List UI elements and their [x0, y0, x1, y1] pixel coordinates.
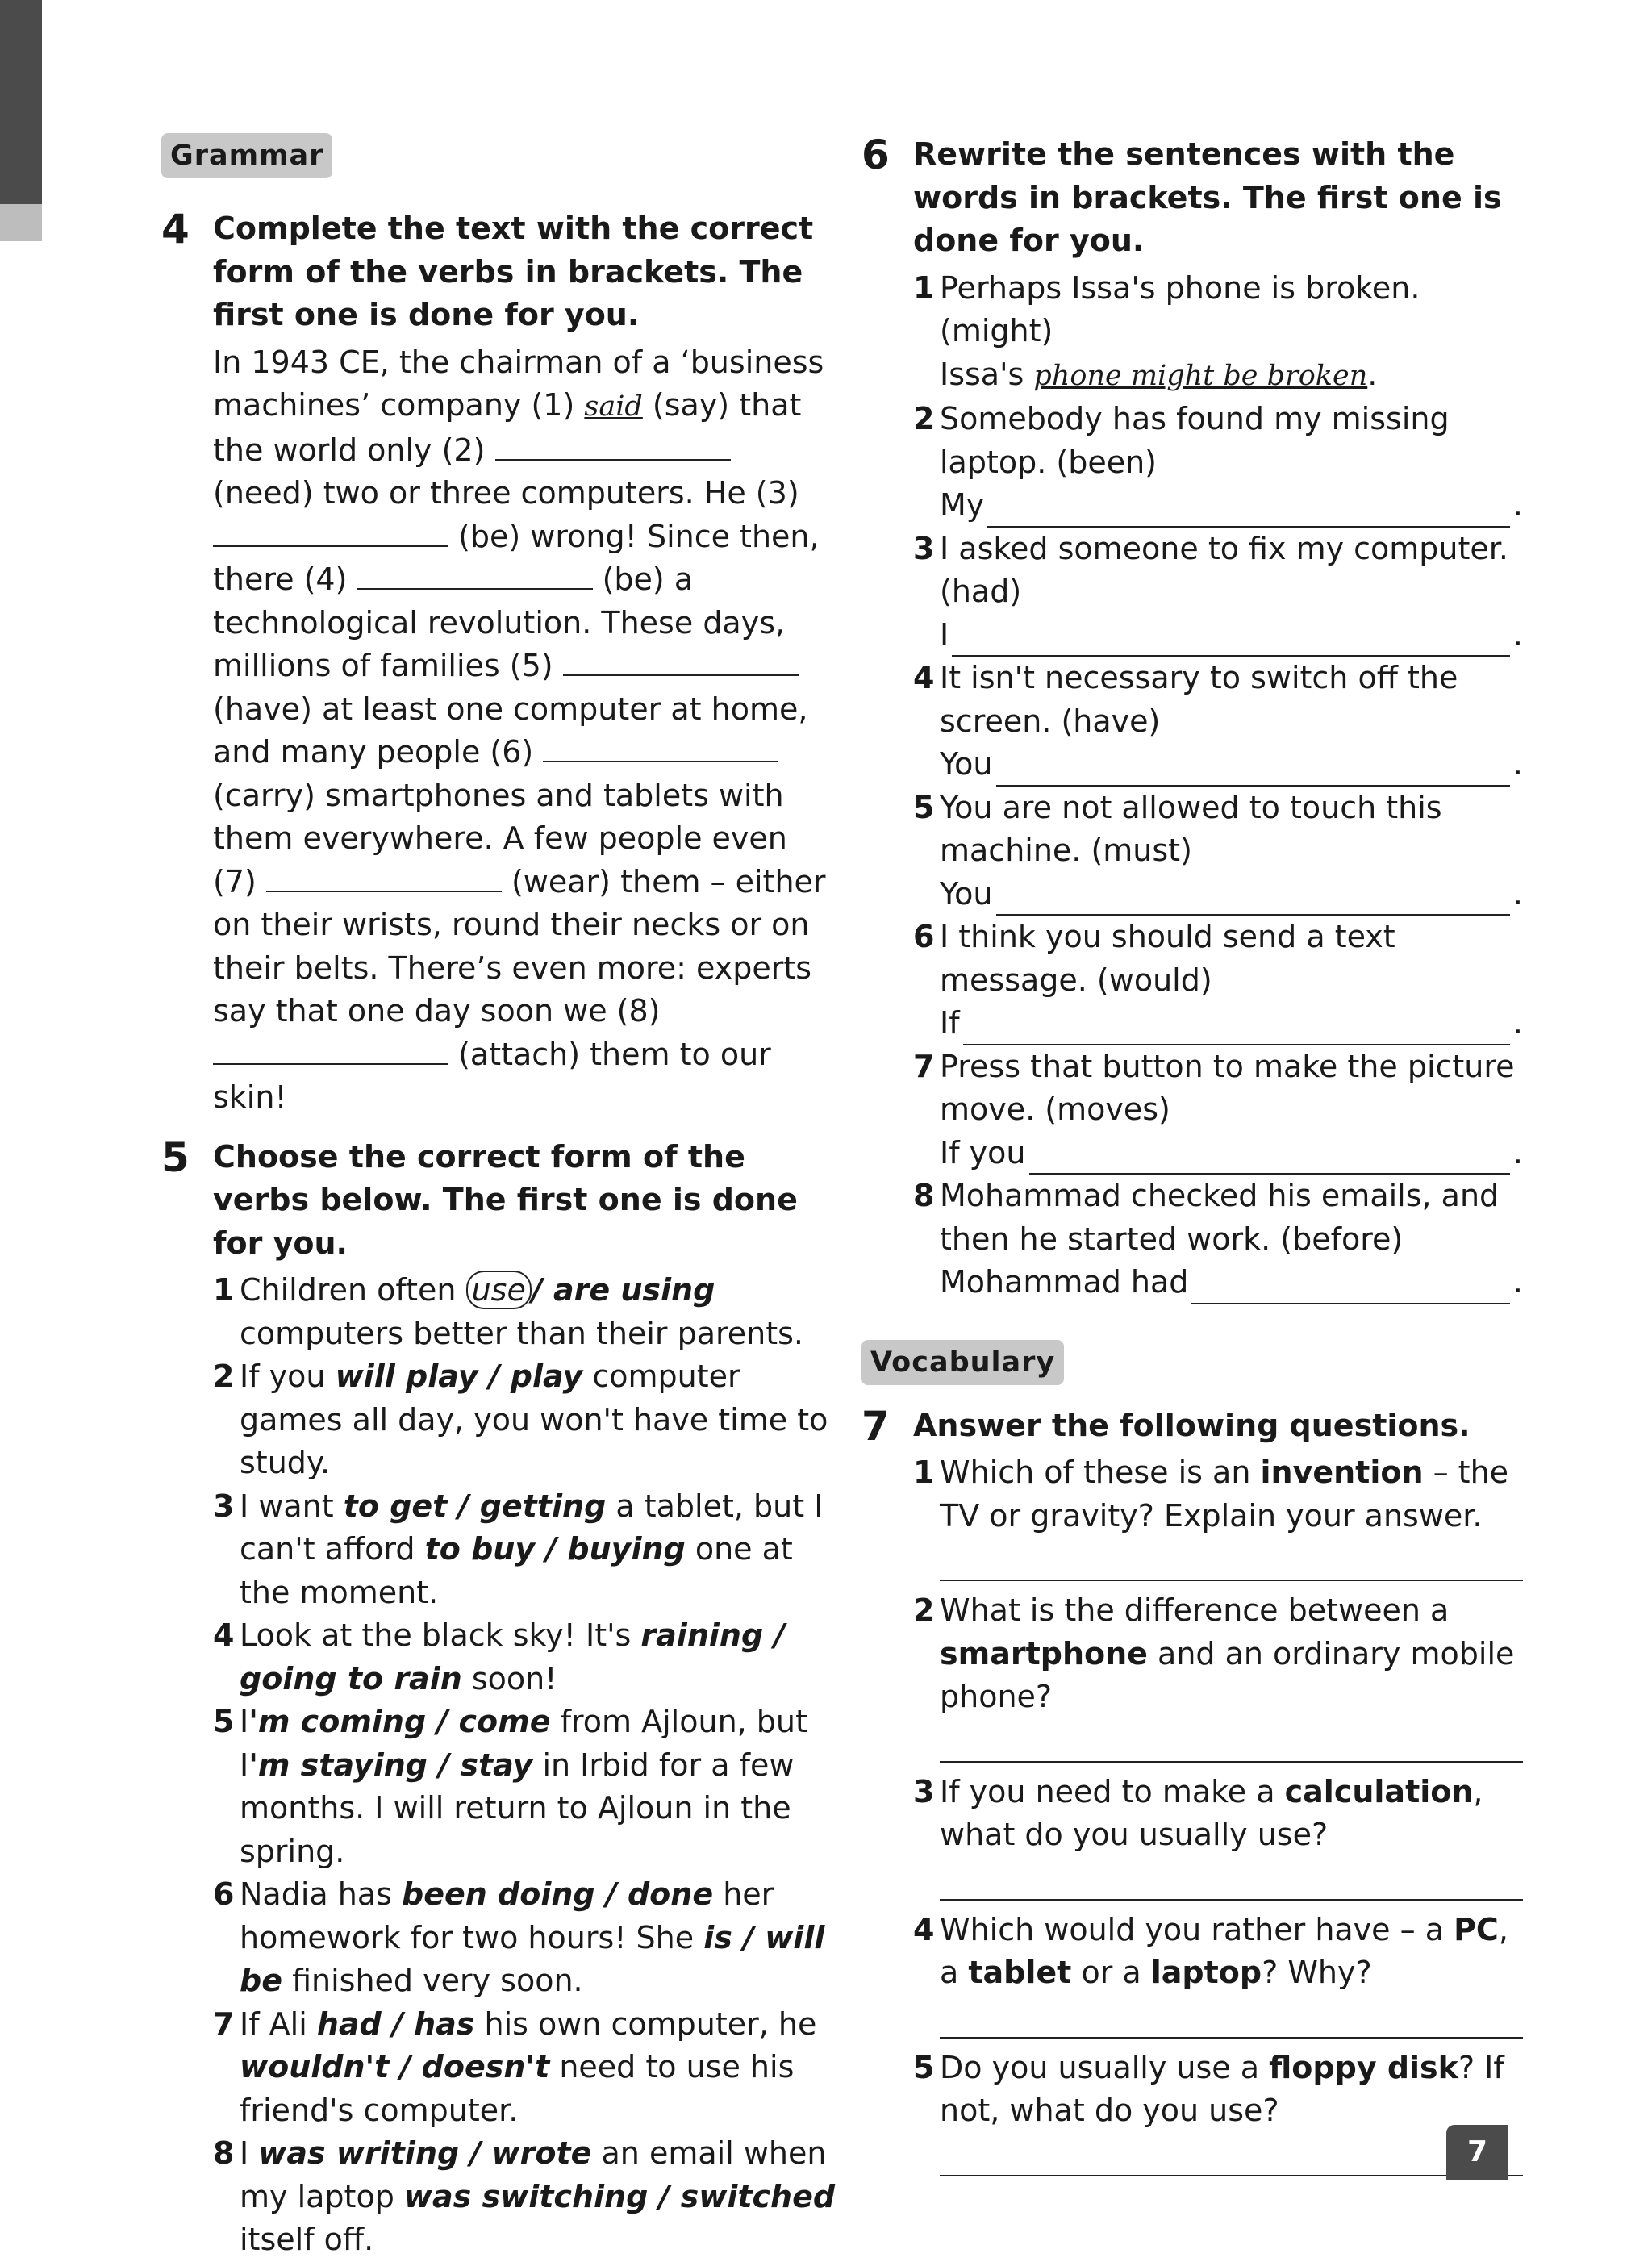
- answer-line[interactable]: [940, 1538, 1523, 1581]
- question-item: 4 Which would you rather have – a PC, a tablet or a laptop? Why?: [913, 1909, 1523, 2039]
- list-item: 5 I'm coming / come from Ajloun, but I'm staying / stay in Irbid for a few months. I will return to Ajloun in the spring.: [213, 1704, 807, 1869]
- blank-6[interactable]: [543, 737, 778, 762]
- list-item: 4 Look at the black sky! It's raining / going to rain soon!: [213, 1617, 786, 1696]
- exercise-number: 6: [861, 131, 890, 178]
- page-edge-tab-dark: [0, 0, 42, 204]
- answer-line[interactable]: [952, 626, 1510, 657]
- question-item: 1 Which of these is an invention – the TV or gravity? Explain your answer.: [913, 1451, 1523, 1581]
- exercise-instruction: Complete the text with the correct form of the verbs in brackets. The first one is done for you.: [213, 211, 814, 332]
- blank-2[interactable]: [495, 435, 731, 461]
- list-item: 1 Children often use / are using computers better than their parents.: [213, 1272, 804, 1351]
- answer-line[interactable]: [963, 1015, 1510, 1045]
- list-item: 2 Somebody has found my missing laptop. (been) My .: [913, 398, 1523, 528]
- answer-line[interactable]: [940, 2133, 1523, 2176]
- answer-line[interactable]: [940, 1719, 1523, 1763]
- question-item: 2 What is the difference between a smartphone and an ordinary mobile phone?: [913, 1589, 1523, 1763]
- list-item: 8 I was writing / wrote an email when my laptop was switching / switched itself off.: [213, 2135, 836, 2257]
- blank-7[interactable]: [266, 866, 502, 892]
- answer-said: said: [584, 390, 643, 423]
- exercise-6: [861, 133, 1523, 1304]
- answer-line[interactable]: [940, 1995, 1523, 2039]
- exercise-number: 7: [861, 1402, 890, 1450]
- example-answer: phone might be broken: [1033, 359, 1368, 392]
- exercise-4-text: In 1943 CE, the chairman of a ‘business machines’ company (1) said (say) that the world only (2) (need) two or three computers. He (3) (be) wrong! Since then, there (4) (be) a technological revolution. These days, millions of families (5) (have) at least one computer at home, and many people (6) (carry) smartphones and tablets with them everywhere. A few people even (7) (wear) them – either on their wrists, round their necks or on their belts. There’s even more: experts say that one day soon we (8) (attach) them to our skin!: [213, 344, 826, 1115]
- answer-line[interactable]: [987, 497, 1510, 528]
- answer-line[interactable]: [1191, 1274, 1509, 1304]
- blank-3[interactable]: [213, 521, 448, 547]
- exercise-5: [161, 1133, 839, 2262]
- list-item: 2 If you will play / play computer games all day, you won't have time to study.: [213, 1358, 828, 1480]
- answer-line[interactable]: [1029, 1144, 1510, 1175]
- blank-8[interactable]: [213, 1039, 448, 1065]
- exercise-instruction: Choose the correct form of the verbs below. The first one is done for you.: [213, 1138, 798, 1261]
- answer-line[interactable]: [996, 885, 1510, 916]
- exercise-number: 5: [161, 1133, 190, 1181]
- left-column: [161, 133, 839, 2262]
- list-item: 7 If Ali had / has his own computer, he wouldn't / doesn't need to use his friend's computer.: [213, 2005, 817, 2128]
- list-item: 3 I want to get / getting a tablet, but I can't afford to buy / buying one at the moment.: [213, 1488, 824, 1610]
- vocabulary-label: Vocabulary: [861, 1340, 1064, 1385]
- exercise-number: 4: [161, 206, 190, 252]
- exercise-7: [861, 1404, 1523, 2176]
- list-item: 8 Mohammad checked his emails, and then he started work. (before) Mohammad had .: [913, 1175, 1523, 1304]
- exercise-4: [161, 207, 839, 1120]
- question-item: 3 If you need to make a calculation, what do you usually use?: [913, 1771, 1523, 1901]
- question-item: 5 Do you usually use a floppy disk? If not, what do you use?: [913, 2047, 1523, 2176]
- page-number: 7: [1446, 2125, 1508, 2180]
- list-item: 7 Press that button to make the picture move. (moves) If you .: [913, 1045, 1523, 1175]
- exercise-instruction: Rewrite the sentences with the words in brackets. The first one is done for you.: [913, 136, 1502, 258]
- blank-4[interactable]: [357, 564, 593, 590]
- list-item: 1 Perhaps Issa's phone is broken. (might) Issa's phone might be broken.: [913, 269, 1420, 392]
- right-column: [861, 133, 1523, 2185]
- exercise-instruction: Answer the following questions.: [913, 1407, 1471, 1443]
- list-item: 4 It isn't necessary to switch off the screen. (have) You .: [913, 657, 1523, 787]
- page-edge-tab-light: [0, 204, 42, 241]
- circled-answer: use: [466, 1271, 532, 1309]
- list-item: 6 I think you should send a text message. (would) If .: [913, 916, 1523, 1045]
- list-item: 6 Nadia has been doing / done her homework for two hours! She is / will be finished very soon.: [213, 1876, 825, 1998]
- blank-5[interactable]: [563, 650, 799, 676]
- list-item: 3 I asked someone to fix my computer. (had) I .: [913, 528, 1523, 657]
- grammar-label: Grammar: [161, 133, 332, 178]
- list-item: 5 You are not allowed to touch this machine. (must) You .: [913, 787, 1523, 916]
- answer-line[interactable]: [996, 756, 1510, 787]
- answer-line[interactable]: [940, 1857, 1523, 1901]
